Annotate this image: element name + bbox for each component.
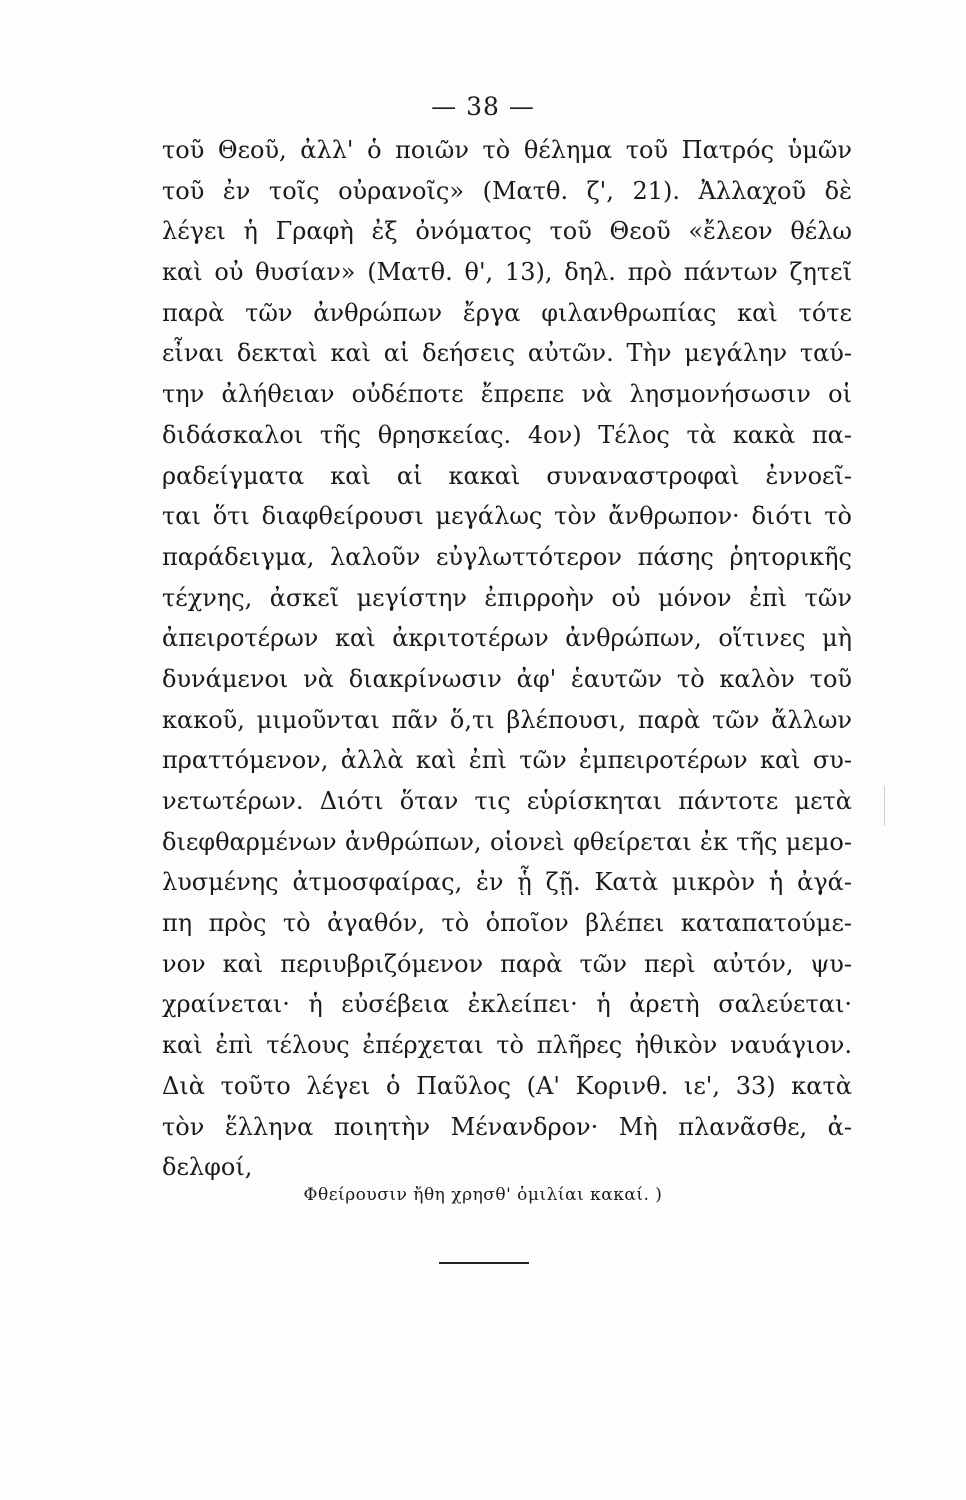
quoted-verse: Φθείρουσιν ἤθη χρησθ' ὁμιλίαι κακαί. ) xyxy=(303,1185,663,1205)
text-line: δυνάμενοι νὰ διακρίνωσιν ἀφ' ἑαυτῶν τὸ καλὸν τοῦ xyxy=(162,664,852,693)
end-rule xyxy=(439,1262,529,1264)
text-line: λυσμένης ἀτμοσφαίρας, ἐν ᾗ ζῇ. Κατὰ μικρὸν ἡ ἀγά- xyxy=(162,868,852,897)
text-line: διεφθαρμένων ἀνθρώπων, οἱονεὶ φθείρεται ἐκ τῆς μεμο- xyxy=(162,827,852,856)
text-line: δελφοί, xyxy=(162,1153,253,1182)
text-line: καὶ ἐπὶ τέλους ἐπέρχεται τὸ πλῆρες ἠθικὸν ναυάγιον. xyxy=(162,1031,852,1060)
page-number: — 38 — xyxy=(431,92,535,121)
text-line: χραίνεται· ἡ εὐσέβεια ἐκλείπει· ἡ ἀρετὴ σαλεύεται· xyxy=(162,990,852,1019)
text-line: καὶ οὐ θυσίαν» (Ματθ. θ', 13), δηλ. πρὸ πάντων ζητεῖ xyxy=(162,258,852,287)
text-line: τὸν ἕλληνα ποιητὴν Μένανδρον· Μὴ πλανᾶσθε, ἀ- xyxy=(162,1112,852,1141)
text-line: τοῦ ἐν τοῖς οὐρανοῖς» (Ματθ. ζ', 21). Ἀλλαχοῦ δὲ xyxy=(162,176,852,205)
text-line: ραδείγματα καὶ αἱ κακαὶ συναναστροφαὶ ἐννοεῖ- xyxy=(162,461,852,490)
text-line: εἶναι δεκταὶ καὶ αἱ δεήσεις αὐτῶν. Τὴν μεγάλην ταύ- xyxy=(162,339,852,368)
text-line: πη πρὸς τὸ ἀγαθόν, τὸ ὁποῖον βλέπει καταπατούμε- xyxy=(162,909,852,938)
text-line: ἀπειροτέρων καὶ ἀκριτοτέρων ἀνθρώπων, οἵτινες μὴ xyxy=(162,624,852,653)
margin-mark xyxy=(884,786,885,826)
text-line: παράδειγμα, λαλοῦν εὐγλωττότερον πάσης ῥητορικῆς xyxy=(162,542,852,571)
text-line: ται ὅτι διαφθείρουσι μεγάλως τὸν ἄνθρωπον· διότι τὸ xyxy=(162,502,852,531)
text-line: κακοῦ, μιμοῦνται πᾶν ὅ,τι βλέπουσι, παρὰ τῶν ἄλλων xyxy=(162,705,852,734)
text-line: νον καὶ περιυβριζόμενον παρὰ τῶν περὶ αὐτόν, ψυ- xyxy=(162,949,852,978)
text-line: τέχνης, ἀσκεῖ μεγίστην ἐπιρροὴν οὐ μόνον ἐπὶ τῶν xyxy=(162,583,852,612)
text-line: παρὰ τῶν ἀνθρώπων ἔργα φιλανθρωπίας καὶ τότε xyxy=(162,298,852,327)
text-line: Διὰ τοῦτο λέγει ὁ Παῦλος (Α' Κορινθ. ιε', 33) κατὰ xyxy=(162,1071,852,1100)
text-line: λέγει ἡ Γραφὴ ἐξ ὀνόματος τοῦ Θεοῦ «ἔλεον θέλω xyxy=(162,217,852,246)
text-line: την ἀλήθειαν οὐδέποτε ἔπρεπε νὰ λησμονήσωσιν οἱ xyxy=(162,380,852,409)
text-line: διδάσκαλοι τῆς θρησκείας. 4ον) Τέλος τὰ κακὰ πα- xyxy=(162,420,852,449)
text-line: νετωτέρων. Διότι ὅταν τις εὑρίσκηται πάντοτε μετὰ xyxy=(162,787,852,815)
text-line: πραττόμενον, ἀλλὰ καὶ ἐπὶ τῶν ἐμπειροτέρων καὶ συ- xyxy=(162,746,852,775)
body-text xyxy=(162,130,852,1188)
text-line: τοῦ Θεοῦ, ἀλλ' ὁ ποιῶν τὸ θέλημα τοῦ Πατρός ὑμῶν xyxy=(162,136,852,164)
